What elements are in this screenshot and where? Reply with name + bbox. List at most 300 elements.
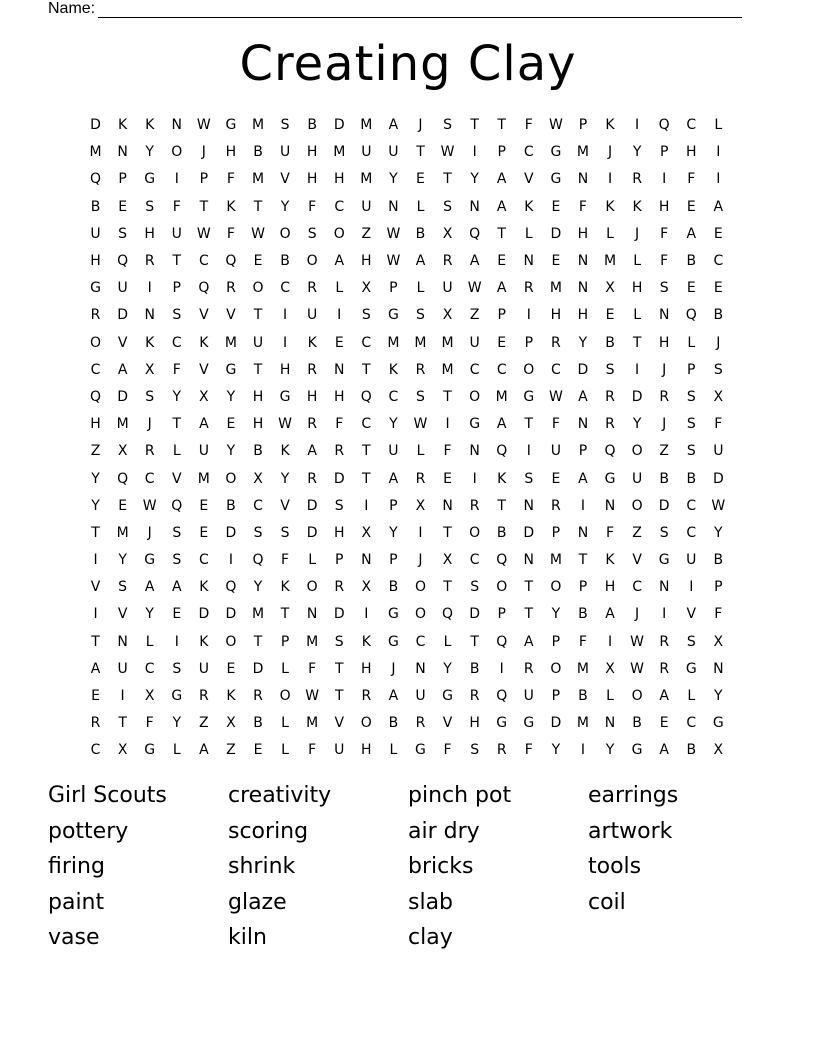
grid-letter[interactable]: S [280, 117, 290, 134]
grid-letter[interactable]: O [90, 334, 102, 351]
grid-letter[interactable]: F [226, 171, 235, 188]
grid-letter[interactable]: V [280, 171, 290, 188]
grid-letter[interactable]: P [714, 579, 723, 596]
grid-letter[interactable]: Y [632, 144, 642, 161]
grid-letter[interactable]: L [687, 334, 696, 351]
grid-letter[interactable]: S [443, 117, 452, 134]
grid-letter[interactable]: U [90, 225, 101, 242]
grid-letter[interactable]: K [199, 334, 209, 351]
grid-letter[interactable]: A [496, 416, 507, 433]
grid-letter[interactable]: S [145, 388, 155, 405]
grid-letter[interactable]: Y [172, 715, 182, 732]
grid-letter[interactable]: G [685, 660, 697, 677]
grid-letter[interactable]: I [607, 633, 613, 650]
grid-letter[interactable]: R [144, 253, 155, 270]
grid-letter[interactable]: T [362, 361, 371, 378]
grid-letter[interactable]: N [523, 253, 535, 270]
grid-letter[interactable]: R [659, 660, 670, 677]
grid-letter[interactable]: C [361, 416, 372, 433]
grid-letter[interactable]: H [90, 253, 101, 270]
grid-letter[interactable]: R [659, 633, 670, 650]
grid-letter[interactable]: F [443, 443, 452, 460]
grid-letter[interactable]: N [577, 280, 589, 297]
grid-letter[interactable]: N [523, 497, 535, 514]
grid-letter[interactable]: U [334, 742, 345, 759]
grid-letter[interactable]: G [415, 742, 426, 759]
grid-letter[interactable]: S [713, 361, 723, 378]
grid-letter[interactable]: U [198, 443, 209, 460]
grid-letter[interactable]: O [279, 225, 291, 242]
grid-letter[interactable]: S [172, 660, 182, 677]
grid-letter[interactable]: Z [90, 443, 101, 460]
grid-letter[interactable]: H [306, 171, 318, 188]
grid-letter[interactable]: H [604, 579, 616, 596]
grid-letter[interactable]: A [578, 470, 588, 487]
grid-letter[interactable]: C [388, 388, 399, 405]
grid-letter[interactable]: U [171, 225, 182, 242]
grid-letter[interactable]: S [443, 198, 452, 215]
grid-letter[interactable]: G [712, 715, 724, 732]
grid-letter[interactable]: Q [496, 633, 508, 650]
grid-letter[interactable]: L [281, 742, 289, 759]
grid-letter[interactable]: G [631, 742, 643, 759]
grid-letter[interactable]: K [497, 470, 507, 487]
grid-letter[interactable]: G [90, 280, 101, 297]
grid-letter[interactable]: R [469, 497, 480, 514]
grid-letter[interactable]: S [686, 633, 696, 650]
grid-letter[interactable]: X [117, 443, 128, 460]
grid-letter[interactable]: J [418, 117, 423, 134]
grid-letter[interactable]: G [279, 388, 291, 405]
grid-letter[interactable]: A [605, 606, 615, 623]
grid-letter[interactable]: L [308, 552, 317, 569]
grid-letter[interactable]: B [469, 660, 480, 677]
grid-letter[interactable]: E [226, 416, 236, 433]
grid-letter[interactable]: I [120, 688, 125, 705]
grid-letter[interactable]: S [172, 552, 182, 569]
grid-letter[interactable]: W [630, 660, 645, 677]
grid-letter[interactable]: Z [659, 443, 669, 460]
grid-letter[interactable]: B [659, 470, 669, 487]
grid-letter[interactable]: J [635, 225, 640, 242]
grid-letter[interactable]: F [335, 416, 344, 433]
grid-letter[interactable]: V [524, 171, 534, 188]
grid-letter[interactable]: Q [252, 552, 264, 569]
grid-letter[interactable]: L [281, 715, 289, 732]
grid-letter[interactable]: I [689, 579, 694, 596]
grid-letter[interactable]: F [605, 524, 615, 541]
grid-letter[interactable]: N [658, 579, 670, 596]
grid-letter[interactable]: V [117, 606, 128, 623]
grid-letter[interactable]: O [631, 688, 643, 705]
grid-letter[interactable]: P [497, 144, 506, 161]
grid-letter[interactable]: J [201, 144, 206, 161]
grid-letter[interactable]: A [713, 198, 724, 215]
grid-letter[interactable]: B [280, 253, 290, 270]
grid-letter[interactable]: O [631, 497, 643, 514]
grid-letter[interactable]: R [144, 443, 155, 460]
grid-letter[interactable]: E [199, 497, 209, 514]
grid-letter[interactable]: M [251, 171, 265, 188]
grid-letter[interactable]: I [526, 307, 531, 324]
grid-letter[interactable]: V [90, 579, 101, 596]
grid-letter[interactable]: P [199, 171, 209, 188]
grid-letter[interactable]: G [144, 171, 156, 188]
grid-letter[interactable]: E [172, 606, 182, 623]
grid-letter[interactable]: G [225, 117, 237, 134]
grid-letter[interactable]: I [364, 606, 369, 623]
grid-letter[interactable]: H [306, 388, 318, 405]
grid-letter[interactable]: S [686, 443, 696, 460]
grid-letter[interactable]: C [686, 117, 697, 134]
grid-letter[interactable]: O [496, 579, 508, 596]
grid-letter[interactable]: U [117, 280, 128, 297]
grid-letter[interactable]: S [118, 225, 128, 242]
grid-letter[interactable]: C [90, 742, 101, 759]
grid-letter[interactable]: G [387, 606, 399, 623]
grid-letter[interactable]: Y [280, 198, 290, 215]
grid-letter[interactable]: L [389, 742, 398, 759]
grid-letter[interactable]: I [364, 497, 369, 514]
grid-letter[interactable]: D [550, 715, 562, 732]
grid-letter[interactable]: P [578, 443, 588, 460]
grid-letter[interactable]: D [469, 606, 481, 623]
grid-letter[interactable]: Q [225, 579, 237, 596]
grid-letter[interactable]: H [550, 307, 562, 324]
grid-letter[interactable]: H [90, 416, 101, 433]
grid-letter[interactable]: I [607, 171, 613, 188]
grid-letter[interactable]: N [306, 606, 318, 623]
grid-letter[interactable]: P [118, 171, 127, 188]
grid-letter[interactable]: A [496, 171, 507, 188]
grid-letter[interactable]: O [252, 280, 264, 297]
grid-letter[interactable]: T [497, 225, 506, 242]
grid-letter[interactable]: U [388, 443, 399, 460]
grid-letter[interactable]: T [362, 443, 371, 460]
grid-letter[interactable]: I [580, 497, 586, 514]
grid-letter[interactable]: Y [389, 171, 398, 188]
grid-letter[interactable]: U [279, 144, 291, 161]
grid-letter[interactable]: X [605, 660, 615, 677]
grid-letter[interactable]: H [631, 280, 643, 297]
grid-letter[interactable]: C [334, 198, 345, 215]
grid-letter[interactable]: R [253, 688, 263, 705]
grid-letter[interactable]: B [226, 497, 236, 514]
grid-letter[interactable]: T [497, 117, 506, 134]
grid-letter[interactable]: Q [117, 470, 129, 487]
grid-letter[interactable]: G [469, 416, 481, 433]
grid-letter[interactable]: U [117, 660, 128, 677]
grid-letter[interactable]: W [413, 416, 428, 433]
grid-letter[interactable]: C [90, 361, 101, 378]
grid-letter[interactable]: A [388, 688, 399, 705]
grid-letter[interactable]: V [442, 715, 453, 732]
grid-letter[interactable]: N [604, 497, 616, 514]
grid-letter[interactable]: R [496, 742, 507, 759]
grid-letter[interactable]: F [308, 198, 317, 215]
grid-letter[interactable]: F [172, 361, 181, 378]
grid-letter[interactable]: E [551, 253, 561, 270]
grid-letter[interactable]: M [306, 715, 319, 732]
grid-letter[interactable]: C [198, 253, 209, 270]
grid-letter[interactable]: H [685, 144, 697, 161]
grid-letter[interactable]: B [605, 334, 615, 351]
grid-letter[interactable]: Y [226, 443, 236, 460]
grid-letter[interactable]: W [305, 688, 320, 705]
grid-letter[interactable]: N [117, 633, 128, 650]
grid-letter[interactable]: W [142, 497, 157, 514]
grid-letter[interactable]: U [523, 688, 534, 705]
grid-letter[interactable]: Y [714, 524, 723, 541]
grid-letter[interactable]: X [442, 225, 453, 242]
grid-letter[interactable]: L [714, 117, 723, 134]
grid-letter[interactable]: S [145, 198, 155, 215]
grid-letter[interactable]: O [414, 579, 426, 596]
grid-letter[interactable]: P [551, 633, 561, 650]
grid-letter[interactable]: U [252, 334, 264, 351]
grid-letter[interactable]: W [440, 144, 455, 161]
grid-letter[interactable]: B [253, 715, 263, 732]
grid-letter[interactable]: C [171, 334, 182, 351]
grid-letter[interactable]: W [548, 117, 563, 134]
grid-letter[interactable]: F [308, 660, 317, 677]
grid-letter[interactable]: R [226, 280, 236, 297]
grid-letter[interactable]: Y [118, 552, 127, 569]
grid-letter[interactable]: T [253, 361, 263, 378]
grid-letter[interactable]: Z [226, 742, 236, 759]
grid-letter[interactable]: H [658, 334, 670, 351]
grid-letter[interactable]: I [472, 144, 477, 161]
grid-letter[interactable]: X [415, 497, 426, 514]
grid-letter[interactable]: I [716, 171, 721, 188]
grid-letter[interactable]: K [524, 198, 534, 215]
grid-letter[interactable]: V [226, 307, 236, 324]
grid-letter[interactable]: G [658, 552, 670, 569]
grid-letter[interactable]: C [496, 361, 507, 378]
grid-letter[interactable]: M [603, 253, 617, 270]
grid-letter[interactable]: W [196, 117, 211, 134]
grid-letter[interactable]: V [280, 497, 290, 514]
grid-letter[interactable]: N [388, 198, 399, 215]
grid-letter[interactable]: D [658, 497, 670, 514]
grid-letter[interactable]: T [578, 552, 588, 569]
grid-letter[interactable]: R [415, 715, 426, 732]
grid-letter[interactable]: O [631, 443, 643, 460]
grid-letter[interactable]: I [174, 633, 179, 650]
grid-letter[interactable]: C [550, 361, 561, 378]
grid-letter[interactable]: Y [389, 524, 398, 541]
grid-letter[interactable]: I [418, 524, 423, 541]
grid-letter[interactable]: V [632, 552, 642, 569]
grid-letter[interactable]: P [687, 361, 696, 378]
grid-letter[interactable]: T [524, 579, 534, 596]
grid-letter[interactable]: F [578, 198, 587, 215]
grid-letter[interactable]: T [253, 307, 263, 324]
grid-letter[interactable]: I [662, 606, 667, 623]
grid-letter[interactable]: N [577, 171, 589, 188]
grid-letter[interactable]: B [632, 715, 642, 732]
grid-letter[interactable]: N [442, 497, 453, 514]
grid-letter[interactable]: V [199, 361, 209, 378]
grid-letter[interactable]: Q [442, 606, 454, 623]
grid-letter[interactable]: C [713, 253, 724, 270]
grid-letter[interactable]: A [199, 742, 209, 759]
grid-letter[interactable]: M [89, 144, 102, 161]
grid-letter[interactable]: U [469, 334, 480, 351]
grid-letter[interactable]: B [253, 443, 263, 460]
grid-letter[interactable]: A [307, 443, 317, 460]
grid-letter[interactable]: R [442, 253, 453, 270]
grid-letter[interactable]: S [172, 307, 182, 324]
grid-letter[interactable]: W [548, 388, 563, 405]
grid-letter[interactable]: M [576, 660, 589, 677]
grid-letter[interactable]: L [281, 660, 289, 677]
grid-letter[interactable]: P [497, 307, 506, 324]
grid-letter[interactable]: S [470, 742, 480, 759]
grid-letter[interactable]: K [118, 117, 128, 134]
grid-letter[interactable]: H [333, 388, 345, 405]
grid-letter[interactable]: T [199, 198, 209, 215]
grid-letter[interactable]: X [144, 688, 155, 705]
grid-letter[interactable]: Q [496, 552, 508, 569]
grid-letter[interactable]: S [686, 416, 696, 433]
grid-letter[interactable]: Z [469, 307, 480, 324]
grid-letter[interactable]: E [334, 334, 344, 351]
grid-letter[interactable]: R [415, 361, 426, 378]
grid-letter[interactable]: A [90, 660, 101, 677]
grid-letter[interactable]: B [388, 579, 399, 596]
grid-letter[interactable]: R [523, 280, 534, 297]
grid-letter[interactable]: C [144, 470, 155, 487]
grid-letter[interactable]: E [659, 715, 669, 732]
grid-letter[interactable]: Y [280, 470, 290, 487]
grid-letter[interactable]: M [251, 606, 265, 623]
grid-letter[interactable]: N [117, 144, 128, 161]
grid-letter[interactable]: F [687, 171, 696, 188]
grid-letter[interactable]: S [118, 579, 128, 596]
grid-letter[interactable]: Q [90, 171, 102, 188]
grid-letter[interactable]: T [416, 144, 425, 161]
grid-letter[interactable]: D [225, 606, 237, 623]
grid-letter[interactable]: U [550, 443, 561, 460]
grid-letter[interactable]: E [118, 497, 128, 514]
grid-letter[interactable]: N [171, 117, 183, 134]
grid-letter[interactable]: R [307, 416, 318, 433]
grid-letter[interactable]: Y [714, 688, 723, 705]
grid-letter[interactable]: R [334, 579, 345, 596]
grid-letter[interactable]: I [445, 416, 450, 433]
grid-letter[interactable]: N [469, 198, 480, 215]
grid-letter[interactable]: I [580, 742, 586, 759]
grid-letter[interactable]: J [607, 144, 613, 161]
grid-letter[interactable]: M [441, 361, 454, 378]
grid-letter[interactable]: S [605, 361, 615, 378]
grid-letter[interactable]: M [414, 334, 427, 351]
grid-letter[interactable]: W [386, 225, 401, 242]
grid-letter[interactable]: I [526, 443, 531, 460]
grid-letter[interactable]: F [578, 633, 587, 650]
grid-letter[interactable]: I [228, 552, 233, 569]
grid-letter[interactable]: F [660, 253, 669, 270]
grid-letter[interactable]: F [660, 225, 669, 242]
grid-letter[interactable]: K [632, 198, 642, 215]
grid-letter[interactable]: M [306, 633, 319, 650]
grid-letter[interactable]: S [470, 579, 480, 596]
grid-letter[interactable]: I [472, 470, 477, 487]
grid-letter[interactable]: S [524, 470, 534, 487]
grid-letter[interactable]: I [93, 606, 98, 623]
grid-letter[interactable]: R [632, 171, 642, 188]
grid-letter[interactable]: N [144, 307, 155, 324]
grid-letter[interactable]: J [147, 524, 152, 541]
grid-letter[interactable]: J [147, 416, 152, 433]
grid-letter[interactable]: D [631, 388, 643, 405]
grid-letter[interactable]: B [415, 225, 426, 242]
grid-letter[interactable]: N [713, 660, 724, 677]
grid-letter[interactable]: E [686, 280, 696, 297]
grid-letter[interactable]: D [198, 606, 210, 623]
grid-letter[interactable]: Y [145, 144, 154, 161]
grid-letter[interactable]: A [171, 579, 182, 596]
grid-letter[interactable]: I [716, 144, 721, 161]
grid-letter[interactable]: P [335, 552, 344, 569]
grid-letter[interactable]: O [414, 606, 426, 623]
grid-letter[interactable]: B [578, 688, 588, 705]
grid-letter[interactable]: A [199, 416, 209, 433]
grid-letter[interactable]: U [442, 280, 453, 297]
grid-letter[interactable]: Q [198, 280, 210, 297]
grid-letter[interactable]: U [415, 688, 426, 705]
grid-letter[interactable]: D [577, 361, 589, 378]
grid-letter[interactable]: C [686, 497, 697, 514]
grid-letter[interactable]: A [659, 742, 669, 759]
grid-letter[interactable]: E [253, 742, 263, 759]
grid-letter[interactable]: E [443, 470, 452, 487]
grid-letter[interactable]: T [91, 633, 100, 650]
grid-letter[interactable]: S [334, 633, 344, 650]
grid-letter[interactable]: O [550, 660, 562, 677]
grid-letter[interactable]: H [577, 225, 589, 242]
grid-letter[interactable]: J [635, 606, 640, 623]
grid-letter[interactable]: A [388, 470, 399, 487]
grid-letter[interactable]: M [251, 117, 265, 134]
grid-letter[interactable]: Q [658, 117, 670, 134]
grid-letter[interactable]: I [174, 171, 179, 188]
grid-letter[interactable]: T [172, 416, 182, 433]
grid-letter[interactable]: G [225, 361, 237, 378]
grid-letter[interactable]: U [388, 144, 399, 161]
grid-letter[interactable]: M [360, 117, 373, 134]
grid-letter[interactable]: N [577, 253, 589, 270]
grid-letter[interactable]: M [441, 334, 454, 351]
grid-letter[interactable]: H [144, 225, 155, 242]
grid-letter[interactable]: V [334, 715, 345, 732]
grid-letter[interactable]: E [226, 660, 236, 677]
grid-letter[interactable]: I [662, 171, 667, 188]
grid-letter[interactable]: X [361, 579, 372, 596]
grid-letter[interactable]: K [605, 117, 615, 134]
grid-letter[interactable]: F [281, 552, 290, 569]
grid-letter[interactable]: T [280, 606, 290, 623]
grid-letter[interactable]: L [172, 443, 181, 460]
grid-letter[interactable]: A [524, 633, 534, 650]
grid-letter[interactable]: L [606, 225, 614, 242]
grid-letter[interactable]: B [496, 524, 507, 541]
grid-letter[interactable]: E [497, 253, 507, 270]
grid-letter[interactable]: X [361, 524, 372, 541]
grid-letter[interactable]: D [712, 470, 724, 487]
grid-letter[interactable]: A [496, 198, 507, 215]
